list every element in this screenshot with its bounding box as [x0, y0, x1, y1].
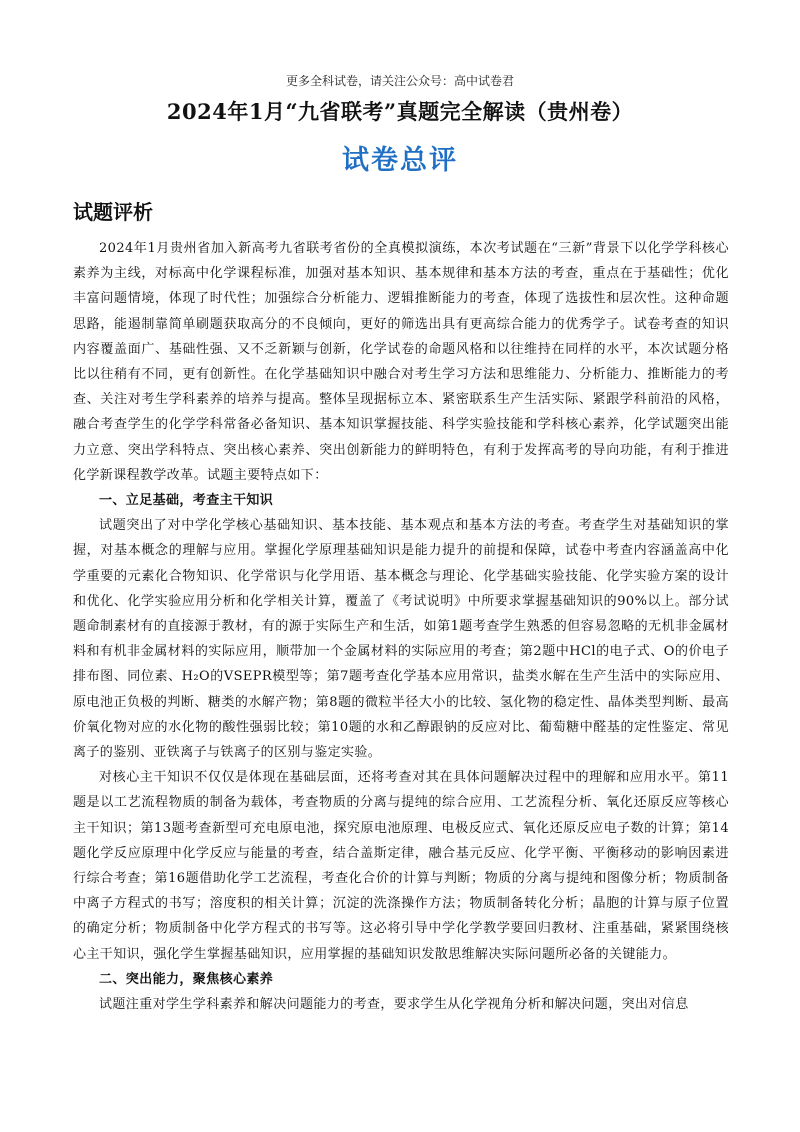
intro-paragraph: 2024年1月贵州省加入新高考九省联考省份的全真模拟演练，本次考试题在“三新”背景下以化学学科核心素养为主线，对标高中化学课程标准，加强对基本知识、基本规律和基本方法的考查，重点在于基础性；优化丰富问题情境，体现了时代性；加强综合分析能力、逻辑推断能力的考查，体现了选拔性和层次性。这种命题思路，能遏制靠简单刷题获取高分的不良倾向，更好的筛选出具有更高综合能力的优秀学子。试卷考查的知识内容覆盖面广、基础性强、又不乏新颖与创新，化学试卷的命题风格和以往维持在同样的水平，本次试题分格比以往稍有不同，更有创新性。在化学基础知识中融合对考生学习方法和思维能力、分析能力、推断能力的考查、关注对考生学科素养的培养与提高。整体呈现据标立本、紧密联系生产生活实际、紧跟学科前沿的风格，融合考查学生的化学学科常备必备知识、基本知识掌握技能、科学实验技能和学科核心素养，化学试题突出能力立意、突出学科特点、突出核心素养、突出创新能力的鲜明特色，有利于发挥高考的导向功能，有利于推进化学新课程教学改革。试题主要特点如下：	[73, 241, 729, 483]
section-heading: 试题评析	[73, 200, 153, 224]
subheading-foundation: 一、立足基础，考查主干知识	[99, 493, 274, 509]
paragraph-foundation-2: 对核心主干知识不仅仅是体现在基础层面，还将考查对其在具体问题解决过程中的理解和应用水平。第11题是以工艺流程物质的制备为载体，考查物质的分离与提纯的综合应用、工艺流程分析、氧化还原反应等核心主干知识；第13题考查新型可充电原电池，探究原电池原理、电极反应式、氧化还原反应电子数的计算；第14题化学反应原理中化学反应与能量的考查，结合盖斯定律，融合基元反应、化学平衡、平衡移动的影响因素进行综合考查；第16题借助化学工艺流程，考查化合价的计算与判断；物质的分离与提纯和图像分析；物质制备中离子方程式的书写；溶度积的相关计算；沉淀的洗涤操作方法；物质制备转化分析；晶胞的计算与原子位置的确定分析；物质制备中化学方程式的书写等。这必将引导中学化学教学要回归教材、注重基础，紧紧围绕核心主干知识，强化学生掌握基础知识，应用掌握的基础知识发散思维解决实际问题所必备的关键能力。	[73, 770, 729, 962]
section-body	[73, 236, 729, 1017]
paragraph-ability-1: 试题注重对学生学科素养和解决问题能力的考查，要求学生从化学视角分析和解决问题，突出对信息	[99, 997, 689, 1013]
document-subtitle: 试卷总评	[342, 145, 458, 176]
document-title: 2024年1月“九省联考”真题完全解读（贵州卷）	[166, 99, 634, 124]
header-note: 更多全科试卷，请关注公众号：高中试卷君	[285, 74, 514, 88]
subheading-ability: 二、突出能力，聚焦核心素养	[99, 971, 274, 987]
paragraph-foundation-1: 试题突出了对中学化学核心基础知识、基本技能、基本观点和基本方法的考查。考查学生对基础知识的掌握，对基本概念的理解与应用。掌握化学原理基础知识是能力提升的前提和保障，试卷中考查内容涵盖高中化学重要的元素化合物知识、化学常识与化学用语、基本概念与理论、化学基础实验技能、化学实验方案的设计和优化、化学实验应用分析和化学相关计算，覆盖了《考试说明》中所要求掌握基础知识的90%以上。部分试题命制素材有的直接源于教材，有的源于实际生产和生活，如第1题考查学生熟悉的但容易忽略的无机非金属材料和有机非金属材料的实际应用，顺带加一个金属材料的实际应用的考查；第2题中HCl的电子式、O的价电子排布图、同位素、H₂O的VSEPR模型等；第7题考查化学基本应用常识，盐类水解在生产生活中的实际应用、原电池正负极的判断、糖类的水解产物；第8题的微粒半径大小的比较、氢化物的稳定性、晶体类型判断、最高价氧化物对应的水化物的酸性强弱比较；第10题的水和乙醇跟钠的反应对比、葡萄糖中醛基的定性鉴定、常见离子的鉴别、亚铁离子与铁离子的区别与鉴定实验。	[73, 518, 729, 761]
